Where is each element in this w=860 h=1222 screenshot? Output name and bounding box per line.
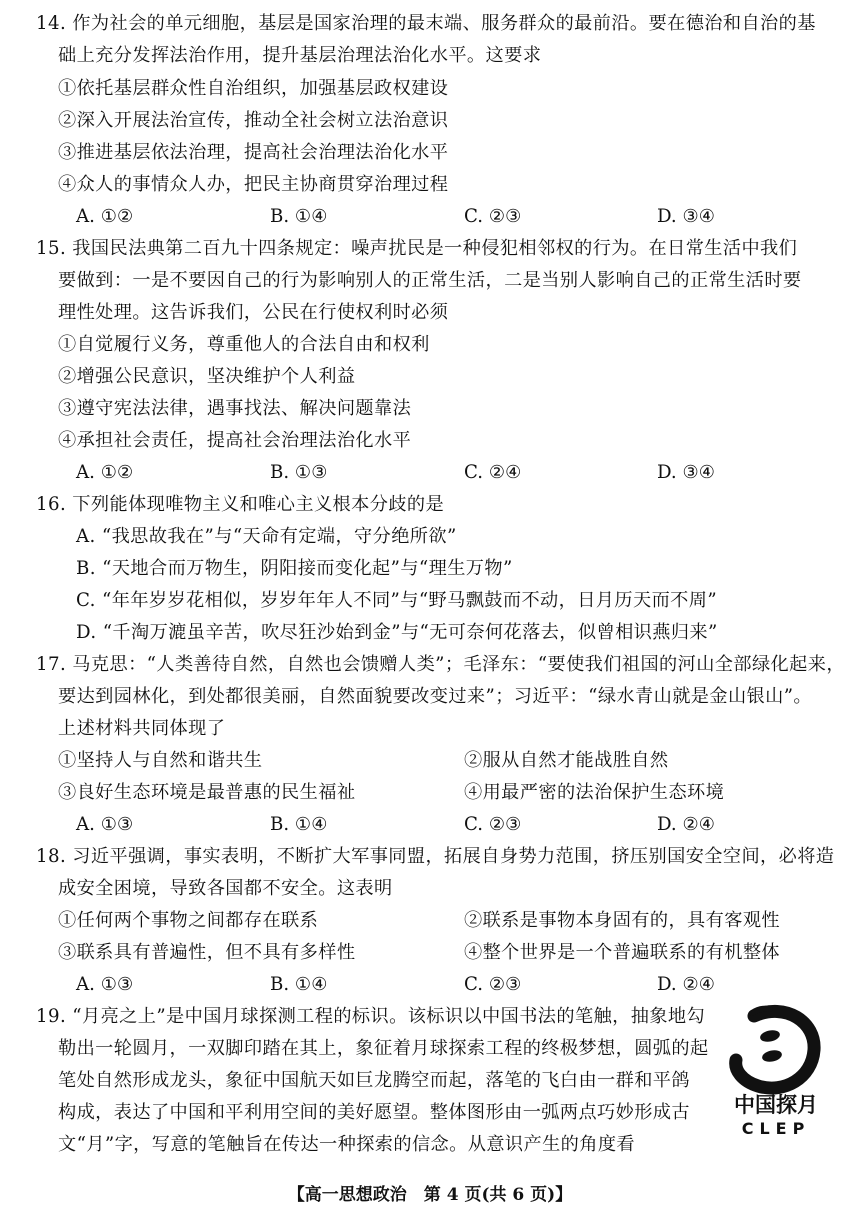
logo-name-en: CLEP (741, 1119, 811, 1138)
q17-option-b[interactable]: B. ①④ (270, 814, 328, 835)
q19-stem-line-1: 19. “月亮之上”是中国月球探测工程的标识。该标识以中国书法的笔触，抽象地勾 (36, 1006, 706, 1027)
q14-option-c[interactable]: C. ②③ (464, 206, 522, 227)
q14-item-3: ③推进基层依法治理，提高社会治理法治化水平 (58, 142, 449, 163)
q15-option-a[interactable]: A. ①② (76, 462, 134, 483)
q14-item-2: ②深入开展法治宣传，推动全社会树立法治意识 (58, 110, 449, 131)
q14-option-b[interactable]: B. ①④ (270, 206, 328, 227)
q15-stem-line-1: 15. 我国民法典第二百九十四条规定：噪声扰民是一种侵犯相邻权的行为。在日常生活中我们 (36, 238, 798, 259)
q15-option-b[interactable]: B. ①③ (270, 462, 328, 483)
q19-stem-line-2: 勒出一轮圆月，一双脚印踏在其上，象征着月球探索工程的终极梦想，圆弧的起 (58, 1038, 709, 1059)
q17-stem-line-1: 17. 马克思：“人类善待自然，自然也会馈赠人类”；毛泽东：“要使我们祖国的河山全部绿化起来， (36, 654, 845, 675)
q18-stem-line-1: 18. 习近平强调，事实表明，不断扩大军事同盟，拓展自身势力范围，挤压别国安全空间，必将造 (36, 846, 835, 867)
q14-option-a[interactable]: A. ①② (76, 206, 134, 227)
q14-item-1: ①依托基层群众性自治组织，加强基层政权建设 (58, 78, 449, 99)
q15-item-2: ②增强公民意识，坚决维护个人利益 (58, 366, 356, 387)
q17-stem-line-2: 要达到园林化，到处都很美丽，自然面貌要改变过来”；习近平：“绿水青山就是金山银山”。 (58, 686, 813, 707)
page-footer: 【高一思想政治 第 4 页(共 6 页)】 (287, 1185, 573, 1205)
q19-stem-line-5: 文“月”字，写意的笔触旨在传达一种探索的信念。从意识产生的角度看 (58, 1134, 636, 1155)
q16-option-a[interactable]: A. “我思故我在”与“天命有定端，守分绝所欲” (76, 526, 457, 547)
q18-stem-line-2: 成安全困境，导致各国都不安全。这表明 (58, 878, 393, 899)
q18-item-3: ③联系具有普遍性，但不具有多样性 (58, 942, 356, 963)
q14-item-4: ④众人的事情众人办，把民主协商贯穿治理过程 (58, 174, 449, 195)
q15-item-4: ④承担社会责任，提高社会治理法治化水平 (58, 430, 412, 451)
clep-logo (724, 1000, 828, 1140)
q18-item-4: ④整个世界是一个普遍联系的有机整体 (464, 942, 780, 963)
q16-option-d[interactable]: D. “千淘万漉虽辛苦，吹尽狂沙始到金”与“无可奈何花落去，似曾相识燕归来” (76, 622, 718, 643)
q14-stem-line-2: 础上充分发挥法治作用，提升基层治理法治化水平。这要求 (58, 45, 542, 66)
logo-name-cn: 中国探月 (734, 1093, 818, 1117)
q17-stem-line-3: 上述材料共同体现了 (58, 718, 226, 739)
q17-item-1: ①坚持人与自然和谐共生 (58, 750, 263, 771)
q17-item-2: ②服从自然才能战胜自然 (464, 750, 669, 771)
q16-stem-line-1: 16. 下列能体现唯物主义和唯心主义根本分歧的是 (36, 494, 445, 515)
q19-stem-line-3: 笔处自然形成龙头，象征中国航天如巨龙腾空而起，落笔的飞白由一群和平鸽 (58, 1070, 690, 1091)
q18-option-d[interactable]: D. ②④ (657, 974, 716, 995)
q19-stem-line-4: 构成，表达了中国和平利用空间的美好愿望。整体图形由一弧两点巧妙形成古 (58, 1102, 690, 1123)
q18-option-a[interactable]: A. ①③ (76, 974, 134, 995)
q17-item-4: ④用最严密的法治保护生态环境 (464, 782, 725, 803)
q18-option-c[interactable]: C. ②③ (464, 974, 522, 995)
moon-logo-icon (724, 1000, 828, 1140)
q15-item-3: ③遵守宪法法律，遇事找法、解决问题靠法 (58, 398, 412, 419)
q17-option-c[interactable]: C. ②③ (464, 814, 522, 835)
q15-item-1: ①自觉履行义务，尊重他人的合法自由和权利 (58, 334, 430, 355)
q18-option-b[interactable]: B. ①④ (270, 974, 328, 995)
q15-option-c[interactable]: C. ②④ (464, 462, 522, 483)
q15-option-d[interactable]: D. ③④ (657, 462, 716, 483)
q16-option-b[interactable]: B. “天地合而万物生，阴阳接而变化起”与“理生万物” (76, 558, 513, 579)
q14-stem-line-1: 14. 作为社会的单元细胞，基层是国家治理的最末端、服务群众的最前沿。要在德治和自治的基 (36, 13, 816, 34)
q15-stem-line-3: 理性处理。这告诉我们，公民在行使权利时必须 (58, 302, 449, 323)
q18-item-2: ②联系是事物本身固有的，具有客观性 (464, 910, 780, 931)
q17-option-a[interactable]: A. ①③ (76, 814, 134, 835)
q17-option-d[interactable]: D. ②④ (657, 814, 716, 835)
q14-option-d[interactable]: D. ③④ (657, 206, 716, 227)
q16-option-c[interactable]: C. “年年岁岁花相似，岁岁年年人不同”与“野马飘鼓而不动，日月历天而不周” (76, 590, 718, 611)
q18-item-1: ①任何两个事物之间都存在联系 (58, 910, 319, 931)
q17-item-3: ③良好生态环境是最普惠的民生福祉 (58, 782, 356, 803)
q15-stem-line-2: 要做到：一是不要因自己的行为影响别人的正常生活，二是当别人影响自己的正常生活时要 (58, 270, 802, 291)
